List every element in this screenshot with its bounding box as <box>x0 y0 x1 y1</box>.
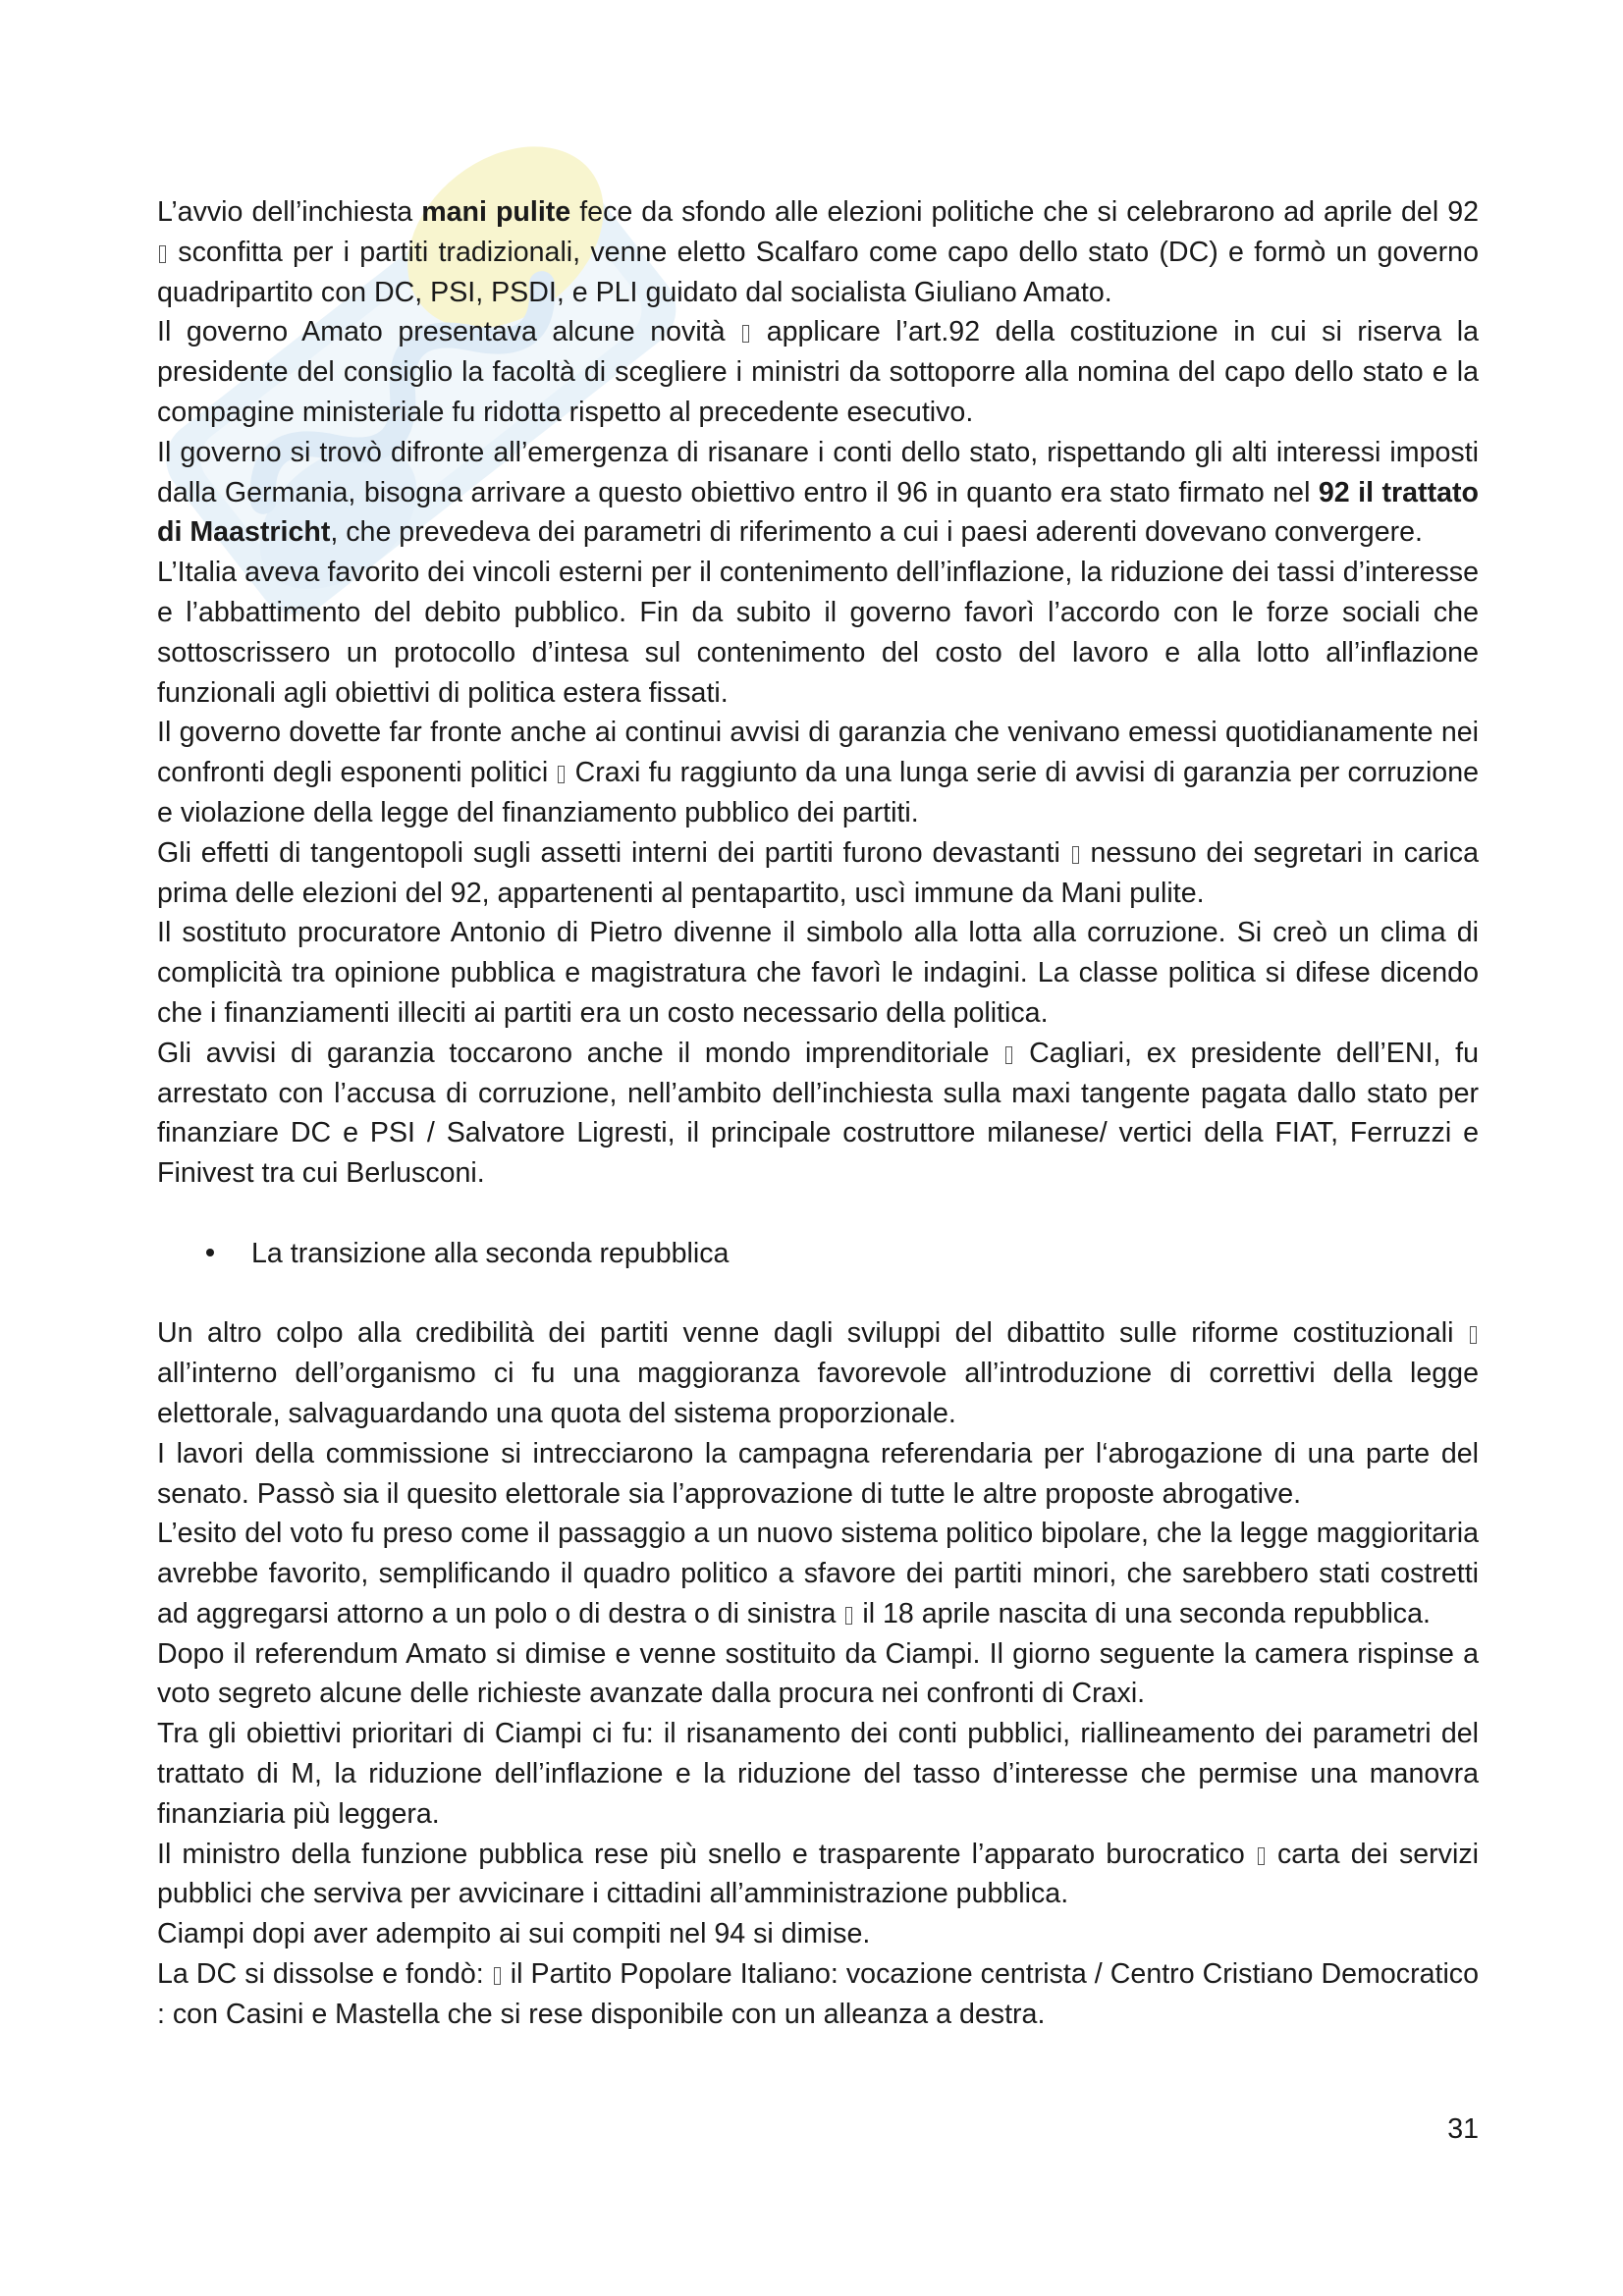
text-run: Craxi fu raggiunto da una lunga serie di avvisi di garanzia per corruzione e violazione della legge del finanziamento pubblico dei partiti. <box>157 757 1479 828</box>
page-number: 31 <box>1447 2113 1479 2145</box>
bold-text: mani pulite <box>421 196 571 228</box>
bullet-heading <box>157 1234 1479 1274</box>
text-run: nessuno dei segretari in carica prima delle elezioni del 92, appartenenti al pentapartito, uscì immune da Mani pulite. <box>157 836 1479 909</box>
text-run: fece da sfondo alle elezioni politiche che si celebrarono ad aprile del 92 <box>570 196 1479 228</box>
paragraph <box>157 1313 1479 1433</box>
text-run: , che prevedeva dei parametri di riferimento a cui i paesi aderenti dovevano convergere. <box>330 516 1423 549</box>
paragraph <box>157 1514 1479 1633</box>
arrow-icon <box>494 1967 501 1985</box>
text-run: applicare l’art.92 della costituzione in cui si riserva la presidente del consiglio la facoltà di scegliere i ministri da sottoporre alla nomina del capo dello stato e la compagine ministeriale fu ridotta rispetto al precedente esecutivo. <box>157 316 1479 428</box>
text-run: Il ministro della funzione pubblica rese più snello e trasparente l’apparato burocratico <box>157 1838 1256 1870</box>
text-run: L’avvio dell’inchiesta <box>157 196 422 228</box>
arrow-icon <box>558 766 565 783</box>
bullet-icon <box>157 1234 251 1274</box>
text-run: L’Italia aveva favorito dei vincoli esterni per il contenimento dell’inflazione, la riduzione dei tassi d’interesse e l’abbattimento del debito pubblico. Fin da subito il governo favorì l’accordo con le forze sociali che sottoscrissero un protocollo d’intesa sul contenimento del costo del lavoro e alla lotto all’inflazione funzionali agli obiettivi di politica estera fissati. <box>157 557 1479 709</box>
paragraph <box>157 913 1479 1033</box>
blank-line <box>157 1194 1479 1234</box>
text-run: carta dei servizi pubblici che serviva per avvicinare i cittadini all’amministrazione pubblica. <box>157 1838 1479 1910</box>
paragraph <box>157 433 1479 553</box>
text-run: all’interno dell’organismo ci fu una maggioranza favorevole all’introduzione di correttivi della legge elettorale, salvaguardando una quota del sistema proporzionale. <box>157 1358 1479 1429</box>
arrow-icon <box>1258 1847 1265 1865</box>
arrow-icon <box>1072 846 1079 864</box>
paragraph <box>157 1914 1479 1954</box>
paragraph <box>157 1954 1479 2035</box>
text-run: I lavori della commissione si intrecciarono la campagna referendaria per l‘abrogazione di una parte del senato. Passò sia il quesito elettorale sia l’approvazione di tutte le altre proposte abrogative. <box>157 1437 1479 1510</box>
paragraph <box>157 1434 1479 1515</box>
text-run: Il sostituto procuratore Antonio di Pietro divenne il simbolo alla lotta alla corruzione. Si creò un clima di complicità tra opinione pubblica e magistratura che favorì le indagini. La classe politica si difese dicendo che i finanziamenti illeciti ai partiti era un costo necessario della politica. <box>157 917 1479 1029</box>
text-run: Tra gli obiettivi prioritari di Ciampi ci fu: il risanamento dei conti pubblici, riallineamento dei parametri del trattato di M, la riduzione dell’inflazione e la riduzione del tasso d’interesse che permise una manovra finanziaria più leggera. <box>157 1718 1479 1830</box>
paragraph <box>157 312 1479 432</box>
text-run: sconfitta per i partiti tradizionali, venne eletto Scalfaro come capo dello stato (DC) e formò un governo quadripartito con DC, PSI, PSDI, e PLI guidato dal socialista Giuliano Amato. <box>157 236 1479 308</box>
paragraph-group-intro <box>157 192 1479 1194</box>
arrow-icon <box>1005 1046 1012 1064</box>
text-run: Dopo il referendum Amato si dimise e venne sostituito da Ciampi. Il giorno seguente la camera rispinse a voto segreto alcune delle richieste avanzate dalla procura nei confronti di Craxi. <box>157 1637 1479 1710</box>
text-run: Il governo Amato presentava alcune novità <box>157 316 741 348</box>
paragraph <box>157 713 1479 832</box>
arrow-icon <box>159 245 166 263</box>
text-run: Il governo dovette far fronte anche ai continui avvisi di garanzia che venivano emessi quotidianamente nei confronti degli esponenti politici <box>157 717 1479 789</box>
text-run: il 18 aprile nascita di una seconda repubblica. <box>854 1597 1431 1629</box>
blank-line <box>157 1274 1479 1314</box>
paragraph <box>157 1835 1479 1915</box>
text-run: Ciampi dopi aver adempito ai sui compiti nel 94 si dimise. <box>157 1918 871 1950</box>
paragraph <box>157 1714 1479 1834</box>
text-run: il Partito Popolare Italiano: vocazione centrista / Centro Cristiano Democratico : con Casini e Mastella che si rese disponibile con un alleanza a destra. <box>157 1958 1479 2030</box>
text-run: Gli effetti di tangentopoli sugli assetti interni dei partiti furono devastanti <box>157 836 1070 869</box>
paragraph <box>157 192 1479 312</box>
paragraph <box>157 553 1479 713</box>
text-run: Il governo si trovò difronte all’emergenza di risanare i conti dello stato, rispettando gli alti interessi imposti dalla Germania, bisogna arrivare a questo obiettivo entro il 96 in quanto era stato firmato nel <box>157 436 1479 508</box>
text-run: La DC si dissolse e fondò: <box>157 1958 492 1991</box>
bold-text: 92 il trattato di Maastricht <box>157 476 1479 549</box>
text-run: Un altro colpo alla credibilità dei partiti venne dagli sviluppi del dibattito sulle riforme costituzionali <box>157 1317 1468 1350</box>
document-body <box>157 192 1479 2035</box>
text-run: L’esito del voto fu preso come il passaggio a un nuovo sistema politico bipolare, che la legge maggioritaria avrebbe favorito, semplificando il quadro politico a sfavore dei partiti minori, che sarebbero stati costretti ad aggregarsi attorno a un polo o di destra o di sinistra <box>157 1518 1479 1629</box>
paragraph-group-transition <box>157 1313 1479 2034</box>
arrow-icon <box>845 1607 852 1625</box>
bullet-heading-text: La transizione alla seconda repubblica <box>251 1237 730 1269</box>
paragraph <box>157 1034 1479 1194</box>
arrow-icon <box>742 325 749 343</box>
paragraph <box>157 833 1479 914</box>
paragraph <box>157 1634 1479 1715</box>
text-run: Gli avvisi di garanzia toccarono anche il mondo imprenditoriale <box>157 1037 1004 1069</box>
arrow-icon <box>1470 1326 1477 1344</box>
text-run: Cagliari, ex presidente dell’ENI, fu arrestato con l’accusa di corruzione, nell’ambito dell’inchiesta sulla maxi tangente pagata dallo stato per finanziare DC e PSI / Salvatore Ligresti, il principale costruttore milanese/ vertici della FIAT, Ferruzzi e Finivest tra cui Berlusconi. <box>157 1037 1480 1190</box>
